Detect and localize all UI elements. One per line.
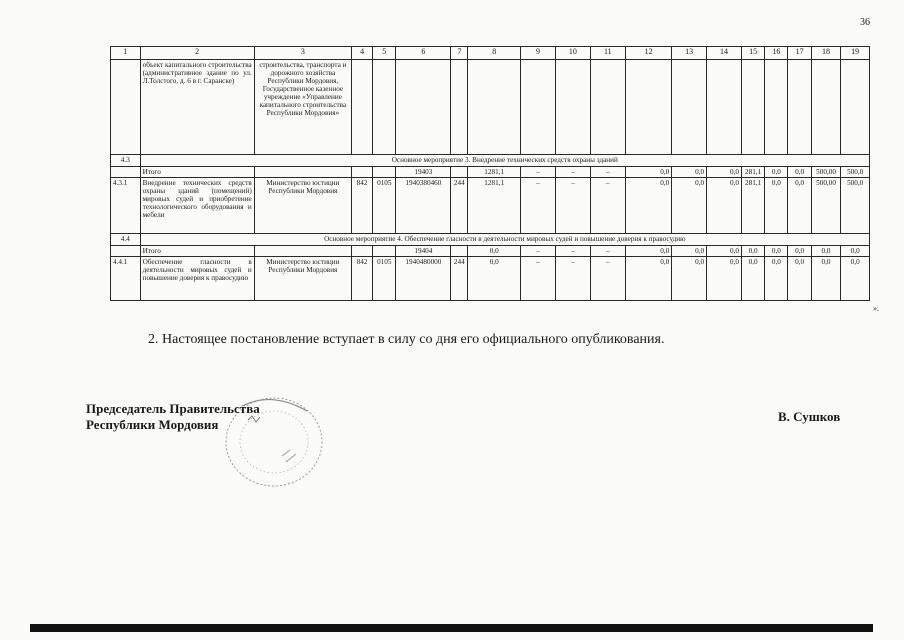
cell-value: 0,0 — [468, 246, 521, 257]
cell-value: 842 — [352, 257, 373, 301]
cell-value: 0,0 — [672, 257, 707, 301]
section-row-4-4 — [111, 234, 870, 246]
cell-value: – — [555, 257, 590, 301]
section-title: Основное мероприятие 3. Внедрение технических средств охраны зданий — [140, 155, 869, 167]
signatory-name: В. Сушков — [778, 409, 841, 424]
table-row-4-4-1 — [111, 257, 870, 301]
col-header: 3 — [254, 47, 351, 60]
cell-value: 0,0 — [707, 257, 742, 301]
cell-value: 0,0 — [625, 257, 672, 301]
cell-object: объект капитального строительства (административное здание по ул. Л.Толстого, д. 6 в г. Саранске) — [140, 60, 254, 155]
cell-value: – — [555, 246, 590, 257]
col-header: 4 — [352, 47, 373, 60]
col-header: 8 — [468, 47, 521, 60]
col-header: 6 — [396, 47, 451, 60]
cell-executor: Министерство юстиции Республики Мордовия — [254, 178, 351, 234]
cell-value: 0,0 — [811, 257, 841, 301]
col-header: 19 — [841, 47, 870, 60]
col-header: 7 — [451, 47, 468, 60]
cell-value: 0,0 — [788, 167, 811, 178]
total-row-4-4 — [111, 246, 870, 257]
cell-value: 1940380460 — [396, 178, 451, 234]
cell-value: 0,0 — [841, 246, 870, 257]
total-label: Итого — [140, 246, 254, 257]
cell-value: 281,1 — [741, 167, 764, 178]
cell-value: 0,0 — [672, 246, 707, 257]
cell-value: – — [590, 178, 625, 234]
cell-value: 281,1 — [741, 178, 764, 234]
cell-value: 0,0 — [468, 257, 521, 301]
cell-value: 244 — [451, 257, 468, 301]
col-header: 16 — [765, 47, 788, 60]
cell-activity: Обеспечение гласности в деятельности мировых судей и повышение доверия к правосудию — [140, 257, 254, 301]
cell-executor: строительства, транспорта и дорожного хозяйства Республики Мордовия, Государственное казенное учреждение «Управление капитального строительства Республики Мордовия» — [254, 60, 351, 155]
col-header: 14 — [707, 47, 742, 60]
table-row-4-3-1 — [111, 178, 870, 234]
cell-value: 500,00 — [811, 167, 841, 178]
table-row-continued — [111, 60, 870, 155]
cell-value: – — [590, 246, 625, 257]
cell-value: 0,0 — [707, 167, 742, 178]
signatory-title — [86, 401, 260, 433]
cell-value: 0,0 — [765, 167, 788, 178]
col-header: 5 — [373, 47, 396, 60]
col-header: 13 — [672, 47, 707, 60]
row-number: 4.4.1 — [111, 257, 141, 301]
cell-value: 0,0 — [811, 246, 841, 257]
cell-executor: Министерство юстиции Республики Мордовия — [254, 257, 351, 301]
cell-value: 0105 — [373, 257, 396, 301]
cell-value: 0,0 — [765, 178, 788, 234]
cell-value: 1281,1 — [468, 178, 521, 234]
total-label: Итого — [140, 167, 254, 178]
cell-value: 0,0 — [707, 246, 742, 257]
cell-value: 0,0 — [841, 257, 870, 301]
cell-value: 0,0 — [765, 257, 788, 301]
cell-value: 0105 — [373, 178, 396, 234]
cell-value: 0,0 — [788, 178, 811, 234]
section-title: Основное мероприятие 4. Обеспечение гласности в деятельности мировых судей и повышение доверия к правосудию — [140, 234, 869, 246]
cell-value: 0,0 — [707, 178, 742, 234]
section-number: 4.4 — [111, 234, 141, 246]
cell-value: 500,0 — [841, 178, 870, 234]
cell-value: – — [555, 167, 590, 178]
cell-value: 0,0 — [625, 178, 672, 234]
cell-code: 19403 — [396, 167, 451, 178]
col-header: 18 — [811, 47, 841, 60]
signatory-title-line: Республики Мордовия — [86, 417, 219, 432]
cell-value: – — [521, 167, 556, 178]
scan-edge-bar — [30, 624, 873, 632]
cell-value: 1940480000 — [396, 257, 451, 301]
cell-code: 19404 — [396, 246, 451, 257]
cell-value: 0,0 — [625, 167, 672, 178]
cell-value: – — [521, 246, 556, 257]
cell-value: 0,0 — [788, 246, 811, 257]
cell-value: 500,0 — [841, 167, 870, 178]
col-header: 12 — [625, 47, 672, 60]
col-header: 11 — [590, 47, 625, 60]
section-number: 4.3 — [111, 155, 141, 167]
cell-value: 0,0 — [672, 178, 707, 234]
cell-value: 0,0 — [741, 246, 764, 257]
section-row-4-3 — [111, 155, 870, 167]
cell-value: – — [555, 178, 590, 234]
cell-value: – — [590, 167, 625, 178]
page-number: 36 — [860, 17, 870, 28]
col-header: 17 — [788, 47, 811, 60]
col-header: 15 — [741, 47, 764, 60]
table-end-mark: ». — [873, 304, 879, 313]
closing-paragraph: 2. Настоящее постановление вступает в силу со дня его официального опубликования. — [148, 332, 665, 347]
row-number: 4.3.1 — [111, 178, 141, 234]
cell-value: – — [521, 178, 556, 234]
col-header: 1 — [111, 47, 141, 60]
total-row-4-3 — [111, 167, 870, 178]
cell-value: 0,0 — [625, 246, 672, 257]
cell-activity: Внедрение технических средств охраны зданий (помещений) мировых судей и приобретение технологического оборудования и мебели — [140, 178, 254, 234]
cell-value: – — [590, 257, 625, 301]
cell-value: 842 — [352, 178, 373, 234]
cell-value: 0,0 — [788, 257, 811, 301]
cell-value: 0,0 — [765, 246, 788, 257]
cell-value: 0,0 — [672, 167, 707, 178]
cell-value: 1281,1 — [468, 167, 521, 178]
col-header: 10 — [555, 47, 590, 60]
budget-table — [110, 46, 870, 301]
col-header: 2 — [140, 47, 254, 60]
header-row — [111, 47, 870, 60]
cell-value: 244 — [451, 178, 468, 234]
cell-value: 0,0 — [741, 257, 764, 301]
signatory-title-line: Председатель Правительства — [86, 401, 260, 416]
cell-value: – — [521, 257, 556, 301]
cell-value: 500,00 — [811, 178, 841, 234]
col-header: 9 — [521, 47, 556, 60]
